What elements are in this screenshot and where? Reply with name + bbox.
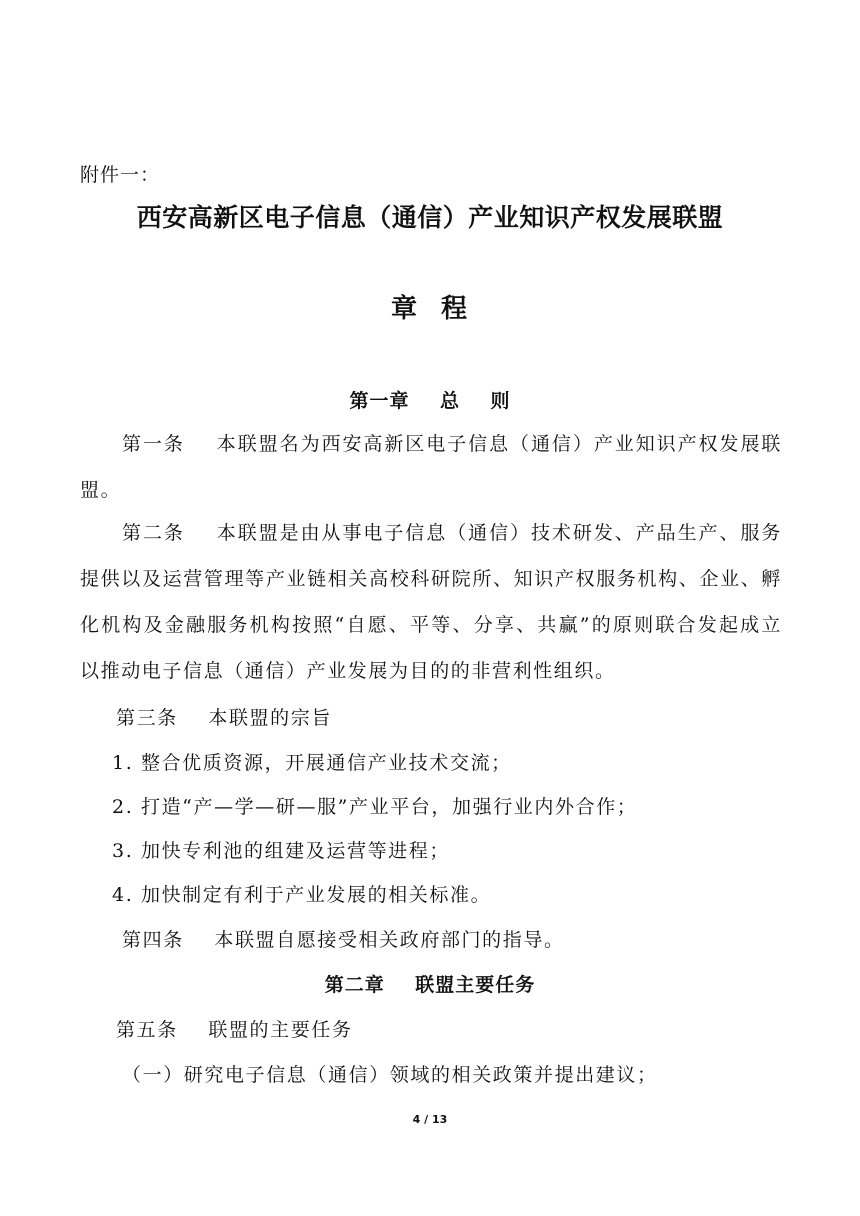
chapter-1-heading: 第一章 总 则	[349, 390, 511, 412]
article-4: 第四条 本联盟自愿接受相关政府部门的指导。	[122, 929, 565, 951]
attachment-label: 附件一：	[80, 164, 161, 186]
article-3-title: 第三条 本联盟的宗旨	[116, 707, 332, 729]
article-2: 第二条 本联盟是由从事电子信息（通信）技术研发、产品生产、服务提供以及运营管理等产业链相关高校科研院所、知识产权服务机构、企业、孵化机构及金融服务机构按照“自愿、平等、分享、共赢”的原则联合发起成立以推动电子信息（通信）产业发展为目的的非营利性组织。	[80, 522, 782, 682]
document-title: 西安高新区电子信息（通信）产业知识产权发展联盟	[136, 203, 724, 232]
article-1: 第一条 本联盟名为西安高新区电子信息（通信）产业知识产权发展联盟。	[80, 433, 782, 501]
document-subtitle: 章 程	[390, 294, 470, 324]
article-5-title: 第五条 联盟的主要任务	[116, 1019, 353, 1041]
article-3-item-1: 1. 整合优质资源，开展通信产业技术交流；	[112, 752, 512, 774]
article-3-item-3: 3. 加快专利池的组建及运营等进程；	[112, 840, 450, 862]
article-5-item-1: （一）研究电子信息（通信）领域的相关政策并提出建议；	[122, 1064, 658, 1086]
article-3-item-2: 2. 打造“产—学—研—服”产业平台，加强行业内外合作；	[112, 796, 638, 818]
page-number: 4 / 13	[412, 1113, 448, 1126]
article-3-item-4: 4. 加快制定有利于产业发展的相关标准。	[112, 884, 492, 906]
chapter-2-heading: 第二章 联盟主要任务	[324, 974, 536, 996]
